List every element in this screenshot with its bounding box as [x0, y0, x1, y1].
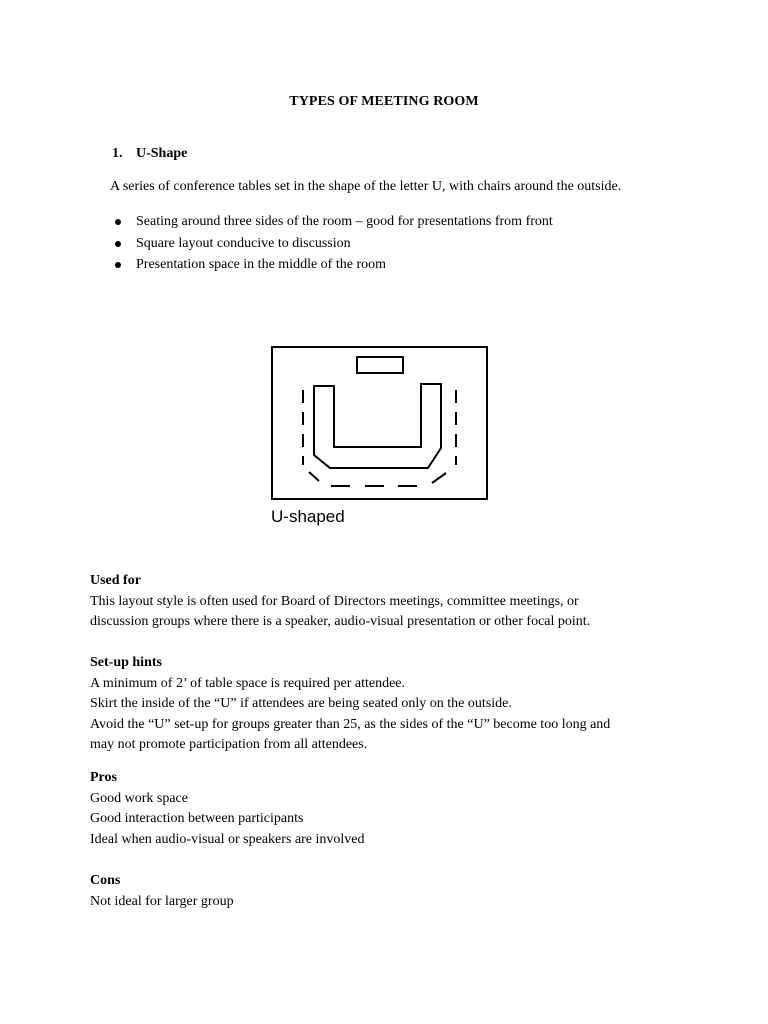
bullet-icon: [115, 219, 121, 225]
list-item: Square layout conducive to discussion: [112, 235, 553, 257]
bullet-icon: [115, 262, 121, 268]
u-table-outer: [314, 384, 441, 468]
paragraph-line: discussion groups where there is a speaker, audio-visual presentation or other focal point.: [90, 614, 591, 629]
paragraph-line: Good interaction between participants: [90, 811, 304, 826]
section-heading: Set-up hints: [90, 655, 162, 670]
paragraph-line: Ideal when audio-visual or speakers are involved: [90, 831, 365, 847]
used-for-section: [90, 571, 590, 633]
paragraph-line: This layout style is often used for Board of Directors meetings, committee meetings, or: [90, 593, 579, 609]
u-shape-layout-diagram: [262, 340, 502, 510]
list-item: Seating around three sides of the room – good for presentations from front: [112, 213, 553, 235]
feature-list: [112, 213, 553, 278]
section-heading: Pros: [90, 770, 117, 785]
section-heading: Cons: [90, 873, 121, 888]
paragraph-line: A minimum of 2’ of table space is required per attendee.: [90, 675, 406, 691]
cons-section: [90, 871, 234, 912]
room-outline: [272, 347, 487, 499]
list-item: Presentation space in the middle of the room: [112, 256, 553, 278]
section-intro: A series of conference tables set in the shape of the letter U, with chairs around the outside.: [110, 179, 622, 194]
seating-dashes: [303, 390, 456, 486]
diagram-caption: U-shaped: [271, 507, 345, 526]
paragraph-line: Not ideal for larger group: [90, 893, 234, 909]
bullet-icon: [115, 241, 121, 247]
page-title: TYPES OF MEETING ROOM: [289, 94, 479, 109]
section-heading: Used for: [90, 573, 141, 588]
paragraph-line: Avoid the “U” set-up for groups greater than 25, as the sides of the “U” become too long and: [90, 716, 611, 732]
pros-section: [90, 768, 364, 850]
paragraph-line: may not promote participation from all attendees.: [90, 737, 368, 752]
section-number: 1.: [112, 146, 123, 161]
section-heading: U-Shape: [136, 146, 188, 161]
paragraph-line: Skirt the inside of the “U” if attendees are being seated only on the outside.: [90, 696, 512, 711]
paragraph-line: Good work space: [90, 790, 188, 806]
setup-hints-section: [90, 653, 610, 756]
presenter-table: [357, 357, 403, 373]
